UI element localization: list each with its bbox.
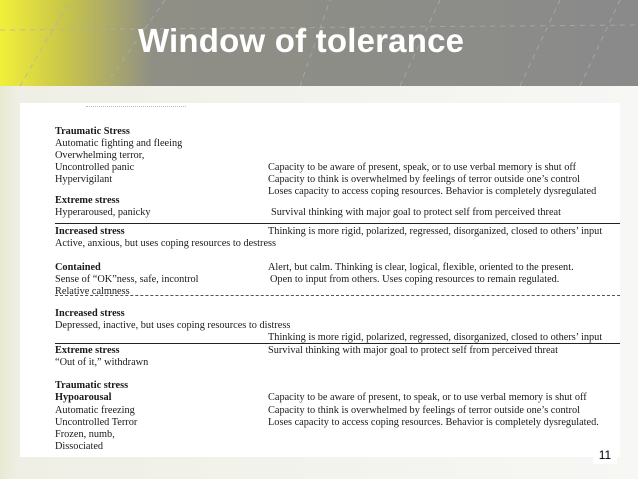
zone-heading: Contained [55, 262, 101, 273]
zone-effect: Loses capacity to access coping resources. Behavior is completely dysregulated. [268, 417, 599, 428]
figure-crop-edge [86, 106, 186, 110]
zone-descriptor: Hypervigilant [55, 174, 113, 185]
zone-effect: Capacity to be aware of present, to speak, or to use verbal memory is shut off [268, 392, 587, 403]
zone-effect: Survival thinking with major goal to protect self from perceived threat [271, 207, 561, 218]
upper-tolerance-boundary [55, 223, 620, 224]
zone-effect: Loses capacity to access coping resources. Behavior is completely dysregulated [268, 186, 597, 197]
zone-heading: Traumatic stress [55, 380, 129, 391]
slide-header [0, 0, 638, 86]
zone-descriptor: Depressed, inactive, but uses coping resources to distress [55, 320, 291, 331]
zone-heading: Hypoarousal [55, 392, 112, 403]
zone-heading: Extreme stress [55, 345, 120, 356]
zone-heading: Traumatic Stress [55, 126, 130, 137]
zone-descriptor: Uncontrolled Terror [55, 417, 138, 428]
zone-heading: Increased stress [55, 226, 125, 237]
zone-descriptor: Automatic freezing [55, 405, 135, 416]
zone-effect: Alert, but calm. Thinking is clear, logical, flexible, oriented to the present. [268, 262, 574, 273]
zone-heading: Extreme stress [55, 195, 120, 206]
zone-effect: Thinking is more rigid, polarized, regressed, disorganized, closed to others’ input [268, 226, 603, 237]
zone-effect: Capacity to be aware of present, speak, or to use verbal memory is shut off [268, 162, 577, 173]
slide-title: Window of tolerance [138, 22, 465, 59]
zone-descriptor: Active, anxious, but uses coping resources to destress [55, 238, 277, 249]
zone-descriptor: Sense of “OK”ness, safe, incontrol [55, 274, 199, 285]
zone-descriptor: Automatic fighting and fleeing [55, 138, 183, 149]
zone-effect: Capacity to think is overwhelmed by feelings of terror outside one’s control [268, 405, 580, 416]
zone-heading: Increased stress [55, 308, 125, 319]
lower-tolerance-boundary [55, 343, 620, 344]
zone-effect: Open to input from others. Uses coping resources to remain regulated. [270, 274, 560, 285]
page-number: 11 [593, 446, 617, 464]
window-of-tolerance-figure [20, 103, 620, 457]
zone-effect: Capacity to think is overwhelmed by feelings of terror outside one’s control [268, 174, 580, 185]
zone-descriptor: Hyperaroused, panicky [55, 207, 151, 218]
zone-descriptor: “Out of it,” withdrawn [55, 357, 149, 368]
zone-effect: Thinking is more rigid, polarized, regressed, disorganized, closed to others’ input [268, 332, 603, 343]
zone-descriptor: Frozen, numb, [55, 429, 115, 440]
zone-descriptor: Relative calmness [55, 286, 130, 297]
zone-descriptor: Dissociated [55, 441, 104, 452]
zone-effect: Survival thinking with major goal to protect self from perceived threat [268, 345, 558, 356]
zone-descriptor: Uncontrolled panic [55, 162, 135, 173]
zone-descriptor: Overwhelming terror, [55, 150, 145, 161]
midline-divider [55, 295, 620, 296]
